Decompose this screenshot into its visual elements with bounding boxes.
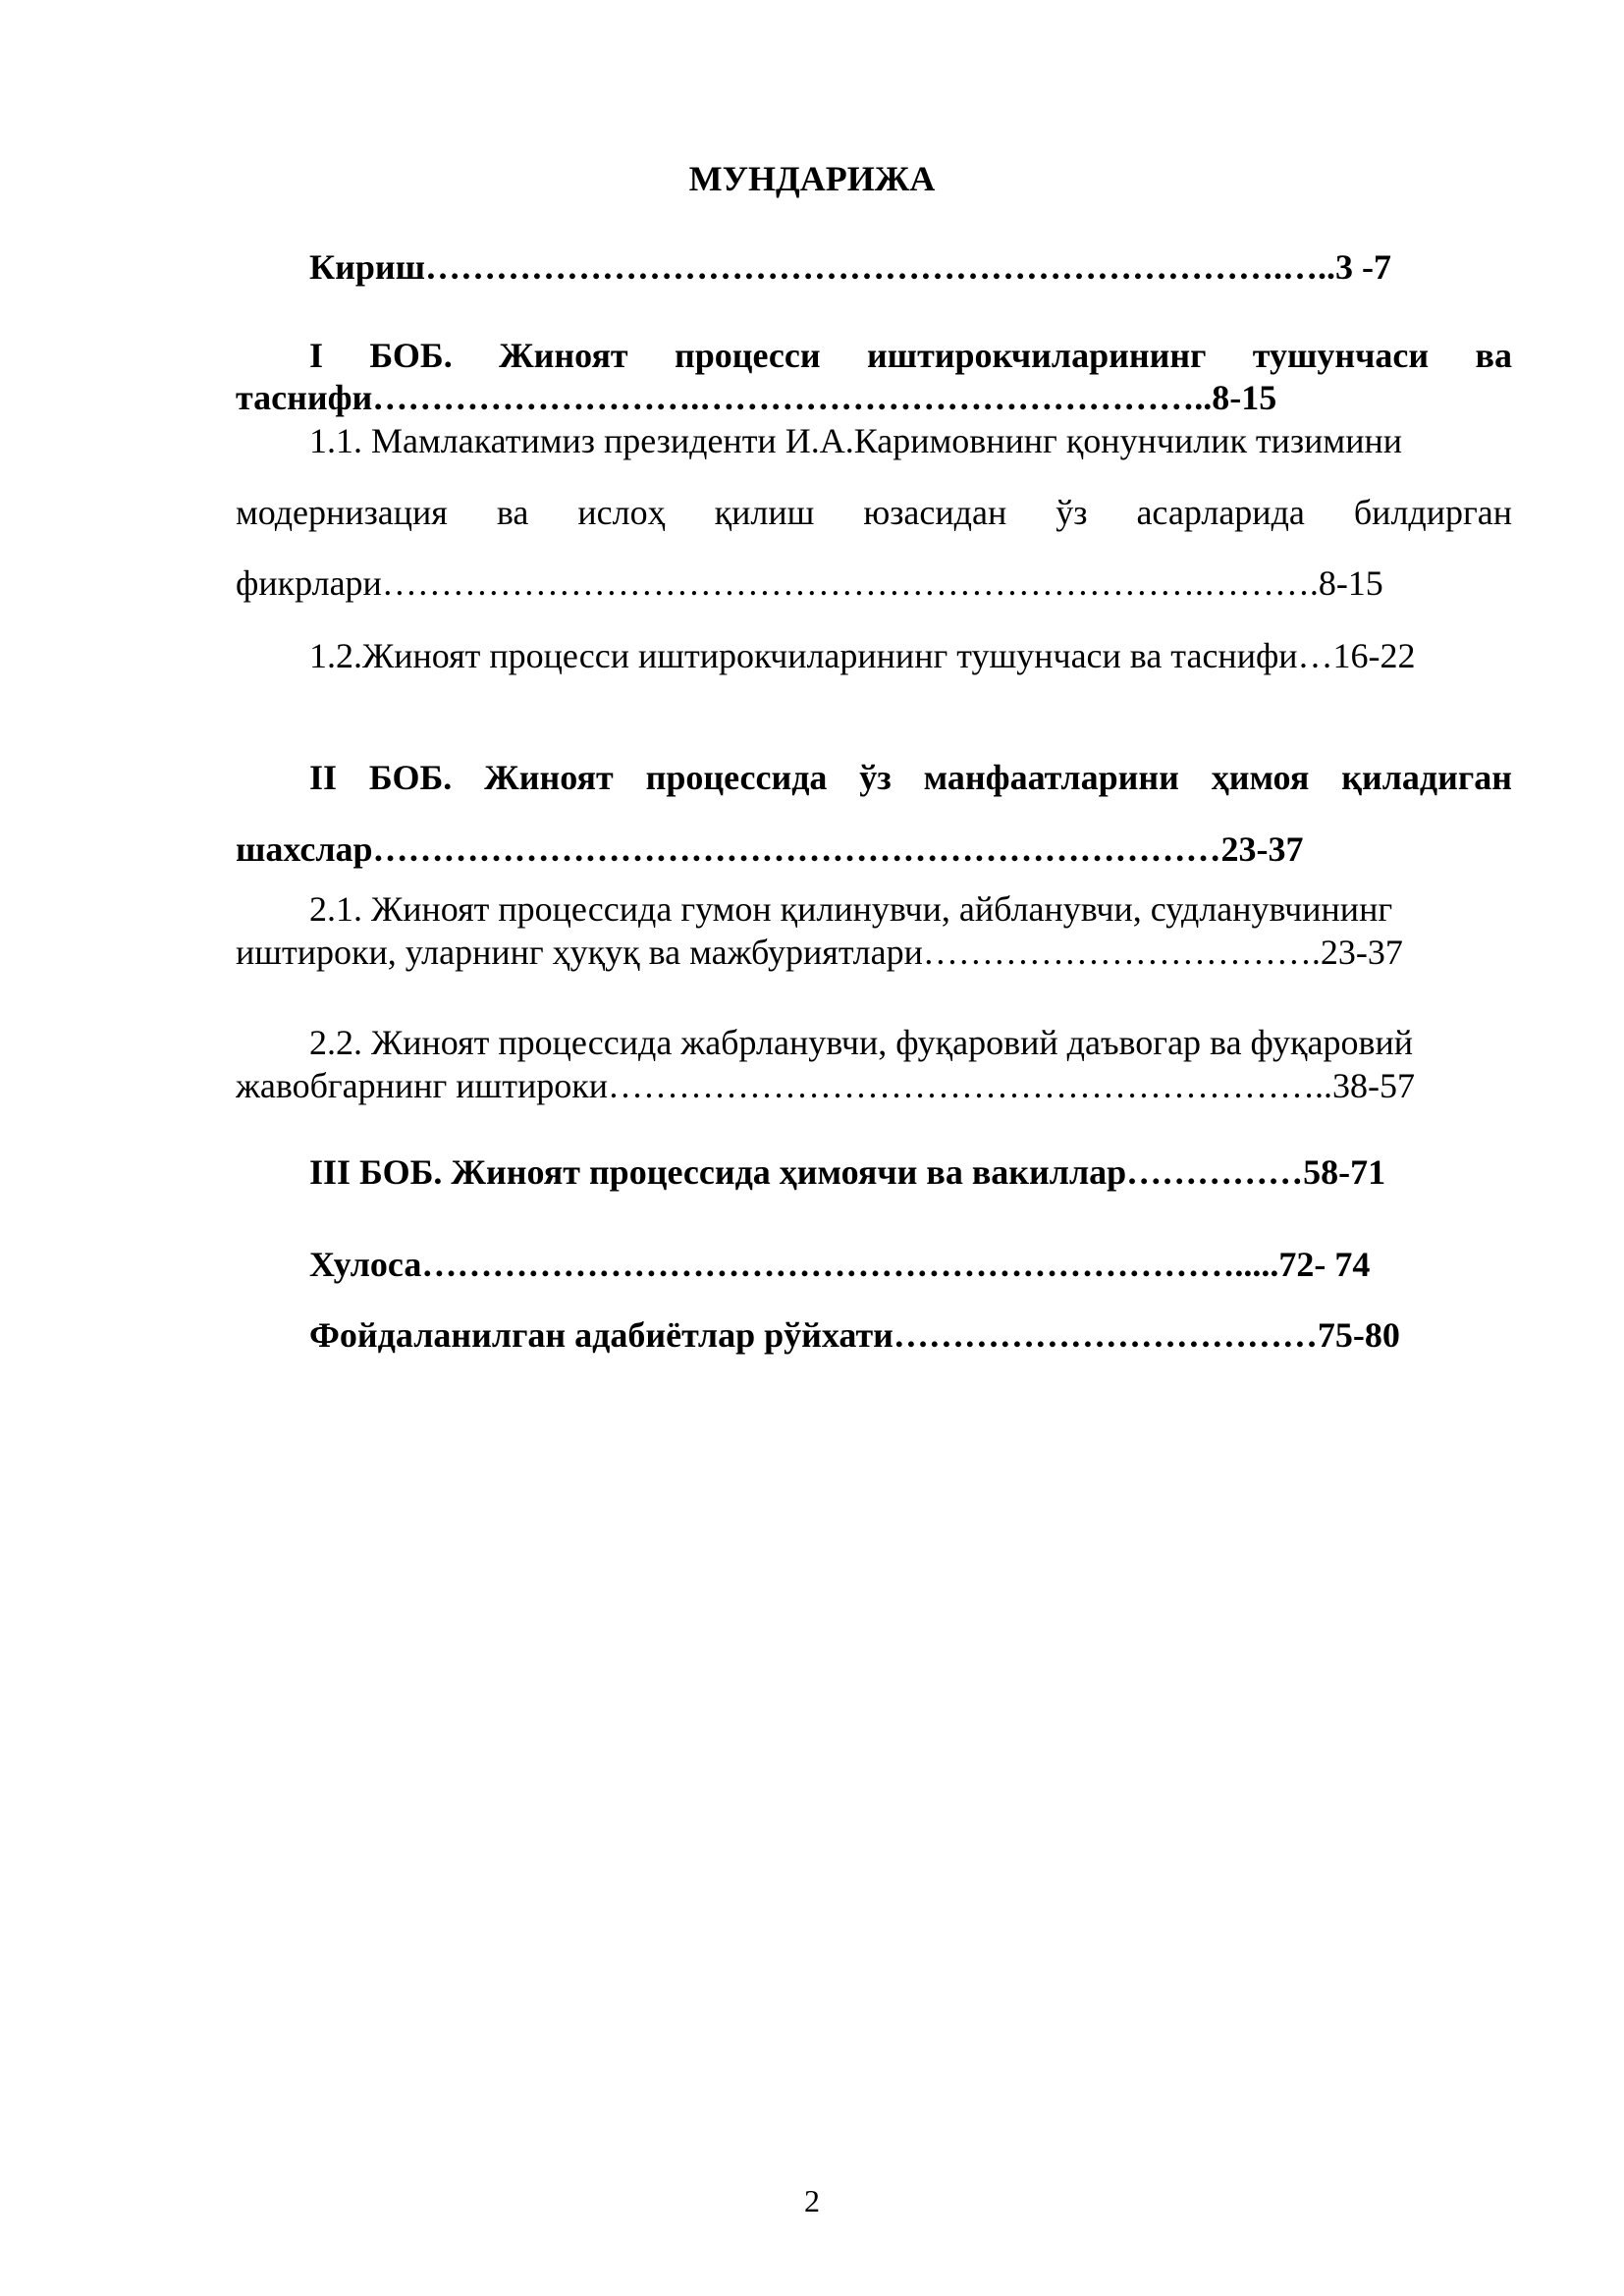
toc-entry-conclusion: Хулоса…………………………………………………………….....72- 74 (309, 1245, 1371, 1284)
toc-entry-chapter-2-line-1 (309, 756, 1512, 799)
toc-entry-section-1-1-line-3: фикрлари…………………………………………………………….……….8-15 (236, 563, 1383, 603)
chapter-2-heading-word: процессида (645, 758, 828, 797)
section-1-1-word: ислоҳ (577, 493, 666, 532)
section-1-1-word: ўз (1056, 493, 1088, 532)
toc-entry-section-2-2-line-1: 2.2. Жиноят процессида жабрланувчи, фуқаровий даъвогар ва фуқаровий (309, 1023, 1413, 1062)
section-1-1-word: юзасидан (863, 493, 1007, 532)
chapter-2-heading-word: II (309, 758, 338, 797)
chapter-2-heading-word: Жиноят (484, 758, 614, 797)
chapter-1-heading-word: I (309, 336, 324, 375)
toc-entry-section-1-1-line-1: 1.1. Мамлакатимиз президенти И.А.Каримовнинг қонунчилик тизимини (309, 421, 1402, 460)
section-1-1-word: билдирган (1353, 493, 1512, 532)
section-1-1-word: қилиш (714, 493, 815, 532)
section-1-1-word: модернизация (236, 493, 448, 532)
page-number: 2 (804, 2183, 820, 2218)
chapter-1-heading-word: процесси (674, 336, 821, 375)
section-1-1-word: ва (496, 493, 529, 532)
chapter-1-heading-word: ва (1475, 336, 1512, 375)
toc-entry-chapter-1-line-1 (309, 334, 1512, 377)
toc-entry-references: Фойдаланилган адабиётлар рўйхати………………………………75-80 (309, 1315, 1400, 1355)
toc-entry-chapter-2-line-2: шахслар………………………………………………………………23-37 (236, 829, 1304, 869)
chapter-1-heading-word: тушунчаси (1252, 336, 1430, 375)
chapter-2-heading-word: қиладиган (1341, 758, 1512, 797)
chapter-2-heading-word: ҳимоя (1211, 758, 1310, 797)
page-title: МУНДАРИЖА (688, 159, 936, 198)
chapter-2-heading-word: манфаатларини (923, 758, 1179, 797)
toc-entry-section-1-1-line-2 (236, 491, 1512, 534)
section-1-1-word: асарларида (1136, 493, 1305, 532)
chapter-1-heading-word: БОБ. (369, 336, 453, 375)
chapter-2-heading-word: БОБ. (368, 758, 453, 797)
toc-entry-chapter-3: III БОБ. Жиноят процессида ҳимоячи ва вакиллар……………58-71 (309, 1152, 1386, 1192)
toc-entry-section-1-2: 1.2.Жиноят процесси иштирокчиларининг тушунчаси ва таснифи…16-22 (309, 636, 1416, 675)
toc-entry-section-2-1-line-1: 2.1. Жиноят процессида гумон қилинувчи, айбланувчи, судланувчининг (309, 889, 1393, 929)
toc-entry-chapter-1-line-2: таснифи……………………….……………………………………..8-15 (236, 378, 1277, 417)
toc-entry-section-2-1-line-2: иштироки, уларнинг ҳуқуқ ва мажбуриятлари…………………………….23-37 (236, 933, 1403, 972)
toc-entry-section-2-2-line-2: жавобгарнинг иштироки……………………………………………………..38-57 (236, 1066, 1415, 1105)
chapter-1-heading-word: Жиноят (499, 336, 628, 375)
chapter-1-heading-word: иштирокчиларининг (866, 336, 1207, 375)
toc-entry-intro: Кириш……………………………………………………………….…..3 -7 (309, 247, 1391, 287)
chapter-2-heading-word: ўз (859, 758, 892, 797)
